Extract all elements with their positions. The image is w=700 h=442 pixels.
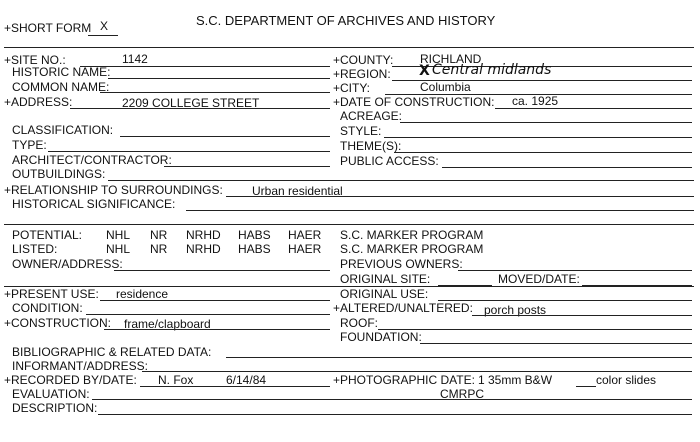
listed-haer: HAER [288,242,322,256]
common-name-line [100,92,330,93]
condition-line [86,314,330,315]
outbuildings-line [108,180,694,181]
classification-label: CLASSIFICATION: [12,123,114,137]
historic-name-label: HISTORIC NAME: [12,65,111,79]
relationship-value: Urban residential [252,184,343,198]
foundation-line [420,343,692,344]
bibliographic-line [226,357,692,358]
section-divider [4,47,694,48]
recorded-by-label: +RECORDED BY/DATE: [4,373,137,387]
region-label: +REGION: [333,67,391,81]
photographic-date-label: +PHOTOGRAPHIC DATE: [333,373,475,387]
historical-significance-label: HISTORICAL SIGNIFICANCE: [12,197,176,211]
historic-name-line [108,78,330,79]
construction-value: frame/clapboard [124,317,211,331]
public-access-label: PUBLIC ACCESS: [340,154,439,168]
address-value: 2209 COLLEGE STREET [122,96,260,110]
potential-nrhd: NRHD [186,228,221,242]
architect-contractor-label: ARCHITECT/CONTRACTOR: [12,153,172,167]
original-use-line [438,300,692,301]
historical-significance-line [186,210,694,211]
county-value: RICHLAND [420,52,482,66]
recorded-by-value: N. Fox [158,373,194,387]
acreage-line [400,122,692,123]
section-divider [4,224,694,225]
city-value: Columbia [420,80,471,94]
classification-line [120,136,330,137]
altered-unaltered-label: +ALTERED/UNALTERED: [333,301,473,315]
address-label: +ADDRESS: [4,95,73,109]
form-title: S.C. DEPARTMENT OF ARCHIVES AND HISTORY [196,13,496,28]
recorded-by-line [140,386,330,387]
potential-nr: NR [150,228,168,242]
relationship-label: +RELATIONSHIP TO SURROUNDINGS: [4,183,223,197]
altered-unaltered-line [472,315,692,316]
listed-nhl: NHL [106,242,131,256]
roof-line [378,329,692,330]
region-check-mark: X [419,63,430,79]
potential-label: POTENTIAL: [12,228,83,242]
listed-habs: HABS [238,242,271,256]
original-use-label: ORIGINAL USE: [340,287,429,301]
type-line [48,151,330,152]
photographic-date-value: 1 35mm B&W [478,373,553,387]
condition-label: CONDITION: [12,301,83,315]
moved-date-label: MOVED/DATE: [498,272,580,286]
owner-address-line [114,270,330,271]
construction-label: +CONSTRUCTION: [4,316,112,330]
date-of-construction-line [495,108,692,109]
listed-nr: NR [150,242,168,256]
informant-address-line [142,371,692,372]
county-label: +COUNTY: [333,53,394,67]
site-no-label: +SITE NO.: [4,53,66,67]
public-access-line [442,167,692,168]
photographic-note: CMRPC [440,387,484,401]
potential-habs: HABS [238,228,271,242]
previous-owners-label: PREVIOUS OWNERS: [340,257,463,271]
outbuildings-label: OUTBUILDINGS: [12,167,106,181]
date-of-construction-value: ca. 1925 [512,94,559,108]
address-line [70,108,330,109]
previous-owners-line [458,270,692,271]
short-form-underline [88,35,118,36]
site-no-value: 1142 [122,52,148,66]
potential-marker-program: S.C. MARKER PROGRAM [340,228,484,242]
listed-label: LISTED: [12,242,58,256]
evaluation-label: EVALUATION: [12,387,90,401]
foundation-label: FOUNDATION: [340,330,422,344]
date-of-construction-label: +DATE OF CONSTRUCTION: [333,95,495,109]
themes-line [394,152,692,153]
relationship-line [226,196,694,197]
present-use-label: +PRESENT USE: [4,287,99,301]
construction-line [104,329,330,330]
roof-label: ROOF: [340,316,378,330]
present-use-line [100,300,330,301]
region-value: Central midlands [432,62,552,78]
evaluation-line [92,399,692,400]
city-label: +CITY: [333,81,371,95]
listed-marker-program: S.C. MARKER PROGRAM [340,242,484,256]
common-name-label: COMMON NAME: [12,80,110,94]
short-form-label: +SHORT FORM [4,21,92,35]
architect-contractor-line [164,166,330,167]
description-label: DESCRIPTION: [12,401,98,415]
bibliographic-label: BIBLIOGRAPHIC & RELATED DATA: [12,345,212,359]
owner-address-label: OWNER/ADDRESS: [12,257,123,271]
potential-nhl: NHL [106,228,131,242]
description-line [98,414,692,415]
color-slides-label: color slides [596,373,657,387]
present-use-value: residence [116,287,169,301]
original-site-label: ORIGINAL SITE: [340,272,431,286]
potential-haer: HAER [288,228,322,242]
recorded-date-value: 6/14/84 [226,373,267,387]
listed-nrhd: NRHD [186,242,221,256]
altered-unaltered-value: porch posts [484,303,547,317]
color-slides-blank [576,386,596,387]
informant-address-label: INFORMANT/ADDRESS: [12,359,149,373]
style-label: STYLE: [340,124,382,138]
themes-label: THEME(S): [340,139,402,153]
acreage-label: ACREAGE: [340,109,403,123]
site-no-line [80,66,330,67]
type-label: TYPE: [12,138,47,152]
short-form-value: X [100,19,109,33]
style-line [384,137,692,138]
